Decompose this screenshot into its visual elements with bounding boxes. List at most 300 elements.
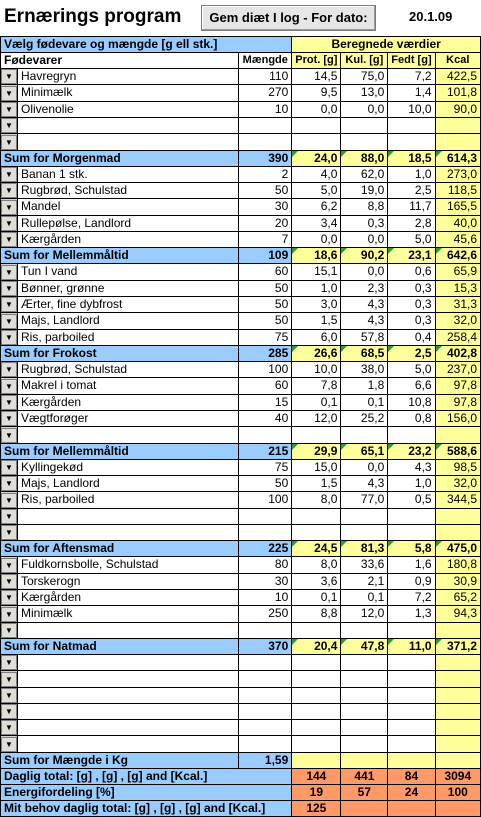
- dropdown-arrow-icon[interactable]: ▼: [1, 216, 17, 231]
- food-amount[interactable]: 40: [239, 410, 292, 426]
- food-fedt: 6,6: [388, 378, 435, 394]
- food-kul: [341, 117, 388, 133]
- food-amount[interactable]: [239, 524, 292, 540]
- food-prot: 15,1: [292, 264, 341, 280]
- food-fedt: [388, 622, 435, 638]
- food-name[interactable]: Fuldkornsbolle, Schulstad: [18, 557, 239, 573]
- food-prot: [292, 134, 341, 150]
- food-kul: 2,3: [341, 280, 388, 296]
- food-dropdown[interactable]: [1, 329, 18, 345]
- food-kul: [341, 671, 388, 687]
- dropdown-arrow-icon[interactable]: ▼: [1, 476, 17, 491]
- meal-sum-kul: 47,8: [341, 638, 388, 654]
- dropdown-arrow-icon[interactable]: ▼: [1, 118, 17, 133]
- dropdown-arrow-icon[interactable]: ▼: [1, 574, 17, 589]
- food-prot: 7,8: [292, 378, 341, 394]
- food-dropdown[interactable]: [1, 606, 18, 622]
- meal-sum-row: [1, 345, 481, 361]
- meal-sum-row: [1, 150, 481, 166]
- food-kul: 4,3: [341, 296, 388, 312]
- dropdown-arrow-icon[interactable]: ▼: [1, 395, 17, 410]
- need-prot[interactable]: 125: [292, 800, 341, 816]
- need-kcal[interactable]: [435, 800, 480, 816]
- food-prot: 6,0: [292, 329, 341, 345]
- food-dropdown[interactable]: [1, 394, 18, 410]
- food-fedt: 0,3: [388, 280, 435, 296]
- food-amount[interactable]: 100: [239, 361, 292, 377]
- food-dropdown[interactable]: [1, 85, 18, 101]
- food-kcal: [435, 671, 480, 687]
- food-dropdown[interactable]: [1, 557, 18, 573]
- dropdown-arrow-icon[interactable]: ▼: [1, 330, 17, 345]
- food-kul: 75,0: [341, 69, 388, 85]
- dropdown-arrow-icon[interactable]: ▼: [1, 265, 17, 280]
- food-amount[interactable]: 10: [239, 101, 292, 117]
- food-name[interactable]: Minimælk: [18, 606, 239, 622]
- food-kcal: [435, 524, 480, 540]
- food-prot: 0,0: [292, 101, 341, 117]
- food-amount[interactable]: [239, 134, 292, 150]
- food-name[interactable]: Kærgården: [18, 589, 239, 605]
- food-kul: 4,3: [341, 313, 388, 329]
- food-fedt: 0,8: [388, 410, 435, 426]
- dropdown-arrow-icon[interactable]: ▼: [1, 525, 17, 540]
- dropdown-arrow-icon[interactable]: ▼: [1, 297, 17, 312]
- kg-sum-label: Sum for Mængde i Kg: [1, 752, 239, 768]
- meal-sum-kcal: 371,2: [435, 638, 480, 654]
- food-fedt: [388, 524, 435, 540]
- food-row: [1, 720, 481, 736]
- food-fedt: 7,2: [388, 69, 435, 85]
- food-fedt: 5,0: [388, 361, 435, 377]
- food-amount[interactable]: 50: [239, 313, 292, 329]
- daily-total-label: Daglig total: [g] , [g] , [g] and [Kcal.]: [1, 768, 292, 784]
- dropdown-arrow-icon[interactable]: ▼: [1, 720, 17, 735]
- food-name[interactable]: [18, 654, 239, 670]
- food-dropdown[interactable]: [1, 671, 18, 687]
- food-row: [1, 231, 481, 247]
- dropdown-arrow-icon[interactable]: ▼: [1, 607, 17, 622]
- meal-sum-fedt: 23,2: [388, 443, 435, 459]
- food-dropdown[interactable]: [1, 654, 18, 670]
- energy-kul: 57: [341, 784, 388, 800]
- food-kul: 2,1: [341, 573, 388, 589]
- col-amount-header: Mængde: [239, 53, 292, 69]
- food-amount[interactable]: 50: [239, 296, 292, 312]
- need-fedt[interactable]: [388, 800, 435, 816]
- food-kul: 8,8: [341, 199, 388, 215]
- food-row: [1, 182, 481, 198]
- food-kcal: 90,0: [435, 101, 480, 117]
- food-name[interactable]: Vægtforøger: [18, 410, 239, 426]
- food-name[interactable]: [18, 703, 239, 719]
- food-fedt: 1,3: [388, 606, 435, 622]
- food-dropdown[interactable]: [1, 459, 18, 475]
- food-fedt: [388, 720, 435, 736]
- energy-kcal: 100: [435, 784, 480, 800]
- food-prot: [292, 508, 341, 524]
- food-kcal: 65,2: [435, 589, 480, 605]
- food-fedt: 0,3: [388, 313, 435, 329]
- food-dropdown[interactable]: [1, 117, 18, 133]
- food-name[interactable]: [18, 622, 239, 638]
- food-dropdown[interactable]: [1, 622, 18, 638]
- meal-sum-prot: 24,5: [292, 541, 341, 557]
- meal-sum-row: [1, 541, 481, 557]
- food-kcal: 32,0: [435, 475, 480, 491]
- food-kul: 0,1: [341, 589, 388, 605]
- food-row: [1, 166, 481, 182]
- food-kcal: 98,5: [435, 459, 480, 475]
- food-dropdown[interactable]: [1, 720, 18, 736]
- food-dropdown[interactable]: [1, 410, 18, 426]
- log-date[interactable]: 20.1.09: [409, 9, 453, 24]
- need-kul[interactable]: [341, 800, 388, 816]
- meal-sum-fedt: 11,0: [388, 638, 435, 654]
- food-name[interactable]: Kærgården: [18, 231, 239, 247]
- food-fedt: [388, 117, 435, 133]
- food-dropdown[interactable]: [1, 296, 18, 312]
- food-name[interactable]: Mandel: [18, 199, 239, 215]
- food-dropdown[interactable]: [1, 231, 18, 247]
- dropdown-arrow-icon[interactable]: ▼: [1, 460, 17, 475]
- food-kul: 77,0: [341, 492, 388, 508]
- food-row: [1, 736, 481, 752]
- dropdown-arrow-icon[interactable]: ▼: [1, 379, 17, 394]
- food-fedt: 0,9: [388, 573, 435, 589]
- save-diet-log-button[interactable]: Gem diæt I log - For dato:: [201, 5, 376, 31]
- food-name[interactable]: [18, 427, 239, 443]
- food-name[interactable]: Banan 1 stk.: [18, 166, 239, 182]
- meal-sum-kul: 68,5: [341, 345, 388, 361]
- col-fedt-header: Fedt [g]: [388, 53, 435, 69]
- food-dropdown[interactable]: [1, 199, 18, 215]
- food-name[interactable]: Ris, parboiled: [18, 329, 239, 345]
- food-dropdown[interactable]: [1, 589, 18, 605]
- food-name[interactable]: Olivenolie: [18, 101, 239, 117]
- food-amount[interactable]: 110: [239, 69, 292, 85]
- food-name[interactable]: Bønner, grønne: [18, 280, 239, 296]
- food-name[interactable]: [18, 671, 239, 687]
- dropdown-arrow-icon[interactable]: ▼: [1, 167, 17, 182]
- dropdown-arrow-icon[interactable]: ▼: [1, 86, 17, 101]
- food-amount[interactable]: 250: [239, 606, 292, 622]
- food-kul: 57,8: [341, 329, 388, 345]
- dropdown-arrow-icon[interactable]: ▼: [1, 558, 17, 573]
- food-fedt: 2,8: [388, 215, 435, 231]
- food-row: [1, 394, 481, 410]
- food-kcal: 97,8: [435, 378, 480, 394]
- food-dropdown[interactable]: [1, 687, 18, 703]
- dropdown-arrow-icon[interactable]: ▼: [1, 200, 17, 215]
- dropdown-arrow-icon[interactable]: ▼: [1, 183, 17, 198]
- meal-sum-fedt: 18,5: [388, 150, 435, 166]
- food-kcal: [435, 736, 480, 752]
- food-amount[interactable]: 75: [239, 459, 292, 475]
- food-dropdown[interactable]: [1, 280, 18, 296]
- food-amount[interactable]: [239, 508, 292, 524]
- food-kul: [341, 427, 388, 443]
- food-name[interactable]: [18, 720, 239, 736]
- food-amount[interactable]: [239, 117, 292, 133]
- food-amount[interactable]: 100: [239, 492, 292, 508]
- meal-sum-kcal: 614,3: [435, 150, 480, 166]
- food-dropdown[interactable]: [1, 427, 18, 443]
- food-kcal: [435, 703, 480, 719]
- meal-sum-label: Sum for Mellemmåltid: [1, 443, 239, 459]
- food-amount[interactable]: [239, 687, 292, 703]
- food-row: [1, 589, 481, 605]
- food-row: [1, 101, 481, 117]
- food-prot: 10,0: [292, 361, 341, 377]
- dropdown-arrow-icon[interactable]: ▼: [1, 232, 17, 247]
- food-kul: 38,0: [341, 361, 388, 377]
- food-fedt: [388, 736, 435, 752]
- food-prot: 0,1: [292, 589, 341, 605]
- meal-sum-amount: 109: [239, 248, 292, 264]
- food-amount[interactable]: 30: [239, 573, 292, 589]
- daily-total-kul: 441: [341, 768, 388, 784]
- food-kcal: 45,6: [435, 231, 480, 247]
- food-row: [1, 459, 481, 475]
- meal-sum-prot: 29,9: [292, 443, 341, 459]
- food-row: [1, 687, 481, 703]
- food-dropdown[interactable]: [1, 508, 18, 524]
- meal-sum-kul: 65,1: [341, 443, 388, 459]
- food-row: [1, 134, 481, 150]
- food-prot: 0,1: [292, 394, 341, 410]
- food-name[interactable]: Minimælk: [18, 85, 239, 101]
- food-dropdown[interactable]: [1, 361, 18, 377]
- food-kul: 0,3: [341, 215, 388, 231]
- food-amount[interactable]: [239, 671, 292, 687]
- food-dropdown[interactable]: [1, 736, 18, 752]
- food-prot: 14,5: [292, 69, 341, 85]
- food-dropdown[interactable]: [1, 69, 18, 85]
- food-name[interactable]: Ris, parboiled: [18, 492, 239, 508]
- food-name[interactable]: Majs, Landlord: [18, 475, 239, 491]
- food-amount[interactable]: 80: [239, 557, 292, 573]
- food-row: [1, 557, 481, 573]
- food-kul: 4,3: [341, 475, 388, 491]
- food-row: [1, 671, 481, 687]
- dropdown-arrow-icon[interactable]: ▼: [1, 362, 17, 377]
- food-kcal: 422,5: [435, 69, 480, 85]
- food-dropdown[interactable]: [1, 101, 18, 117]
- meal-sum-kul: 81,3: [341, 541, 388, 557]
- food-amount[interactable]: 75: [239, 329, 292, 345]
- food-dropdown[interactable]: [1, 524, 18, 540]
- meal-sum-kcal: 588,6: [435, 443, 480, 459]
- food-prot: 8,8: [292, 606, 341, 622]
- dropdown-arrow-icon[interactable]: ▼: [1, 737, 17, 752]
- food-row: [1, 199, 481, 215]
- food-amount[interactable]: 50: [239, 475, 292, 491]
- dropdown-arrow-icon[interactable]: ▼: [1, 135, 17, 150]
- food-name[interactable]: Makrel i tomat: [18, 378, 239, 394]
- food-amount[interactable]: [239, 654, 292, 670]
- food-prot: 1,5: [292, 475, 341, 491]
- daily-total-fedt: 84: [388, 768, 435, 784]
- food-name[interactable]: Kyllingekød: [18, 459, 239, 475]
- food-amount[interactable]: [239, 427, 292, 443]
- food-amount[interactable]: 30: [239, 199, 292, 215]
- food-name[interactable]: [18, 524, 239, 540]
- meal-sum-label: Sum for Natmad: [1, 638, 239, 654]
- dropdown-arrow-icon[interactable]: ▼: [1, 314, 17, 329]
- food-fedt: [388, 427, 435, 443]
- computed-values-header: Beregnede værdier: [292, 37, 481, 53]
- food-name[interactable]: Kærgården: [18, 394, 239, 410]
- dropdown-arrow-icon[interactable]: ▼: [1, 655, 17, 670]
- food-dropdown[interactable]: [1, 215, 18, 231]
- food-name[interactable]: Majs, Landlord: [18, 313, 239, 329]
- food-kul: [341, 720, 388, 736]
- food-dropdown[interactable]: [1, 166, 18, 182]
- dropdown-arrow-icon[interactable]: ▼: [1, 69, 17, 84]
- meal-sum-amount: 225: [239, 541, 292, 557]
- meal-sum-label: Sum for Mellemmåltid: [1, 248, 239, 264]
- food-name[interactable]: [18, 134, 239, 150]
- food-name[interactable]: Torskerogn: [18, 573, 239, 589]
- dropdown-arrow-icon[interactable]: ▼: [1, 281, 17, 296]
- food-row: [1, 524, 481, 540]
- food-dropdown[interactable]: [1, 475, 18, 491]
- food-row: [1, 410, 481, 426]
- food-kul: 0,1: [341, 394, 388, 410]
- food-fedt: 7,2: [388, 589, 435, 605]
- food-amount[interactable]: 20: [239, 215, 292, 231]
- food-kcal: 31,3: [435, 296, 480, 312]
- food-kul: 0,0: [341, 231, 388, 247]
- food-name[interactable]: Rullepølse, Landlord: [18, 215, 239, 231]
- food-prot: [292, 736, 341, 752]
- dropdown-arrow-icon[interactable]: ▼: [1, 493, 17, 508]
- food-row: [1, 85, 481, 101]
- food-fedt: 0,5: [388, 492, 435, 508]
- food-name[interactable]: Tun I vand: [18, 264, 239, 280]
- food-name[interactable]: Rugbrød, Schulstad: [18, 182, 239, 198]
- food-kcal: 344,5: [435, 492, 480, 508]
- food-prot: 3,6: [292, 573, 341, 589]
- meal-sum-prot: 26,6: [292, 345, 341, 361]
- food-row: [1, 280, 481, 296]
- food-amount[interactable]: [239, 736, 292, 752]
- food-row: [1, 622, 481, 638]
- food-amount[interactable]: 7: [239, 231, 292, 247]
- food-kcal: 101,8: [435, 85, 480, 101]
- food-kul: [341, 622, 388, 638]
- food-kcal: 40,0: [435, 215, 480, 231]
- food-dropdown[interactable]: [1, 182, 18, 198]
- dropdown-arrow-icon[interactable]: ▼: [1, 411, 17, 426]
- dropdown-arrow-icon[interactable]: ▼: [1, 509, 17, 524]
- food-name[interactable]: Ærter, fine dybfrost: [18, 296, 239, 312]
- food-amount[interactable]: 50: [239, 182, 292, 198]
- food-dropdown[interactable]: [1, 313, 18, 329]
- meal-sum-amount: 390: [239, 150, 292, 166]
- food-amount[interactable]: 15: [239, 394, 292, 410]
- food-kul: 19,0: [341, 182, 388, 198]
- food-kul: 0,0: [341, 459, 388, 475]
- food-prot: [292, 720, 341, 736]
- food-dropdown[interactable]: [1, 492, 18, 508]
- food-dropdown[interactable]: [1, 573, 18, 589]
- top-bar: [0, 0, 481, 36]
- dropdown-arrow-icon[interactable]: ▼: [1, 102, 17, 117]
- meal-sum-row: [1, 638, 481, 654]
- food-kcal: 30,9: [435, 573, 480, 589]
- food-prot: [292, 654, 341, 670]
- food-amount[interactable]: 2: [239, 166, 292, 182]
- dropdown-arrow-icon[interactable]: ▼: [1, 672, 17, 687]
- food-amount[interactable]: 60: [239, 378, 292, 394]
- food-prot: 1,5: [292, 313, 341, 329]
- col-kcal-header: Kcal: [435, 53, 480, 69]
- food-row: [1, 427, 481, 443]
- food-amount[interactable]: [239, 622, 292, 638]
- dropdown-arrow-icon[interactable]: ▼: [1, 590, 17, 605]
- meal-sum-kcal: 402,8: [435, 345, 480, 361]
- food-fedt: 1,0: [388, 166, 435, 182]
- food-name[interactable]: Havregryn: [18, 69, 239, 85]
- food-kul: 33,6: [341, 557, 388, 573]
- food-name[interactable]: [18, 736, 239, 752]
- food-dropdown[interactable]: [1, 134, 18, 150]
- meal-sum-label: Sum for Frokost: [1, 345, 239, 361]
- food-kcal: 94,3: [435, 606, 480, 622]
- food-amount[interactable]: 10: [239, 589, 292, 605]
- food-amount[interactable]: [239, 703, 292, 719]
- dropdown-arrow-icon[interactable]: ▼: [1, 623, 17, 638]
- food-name[interactable]: [18, 508, 239, 524]
- food-kcal: 237,0: [435, 361, 480, 377]
- food-row: [1, 508, 481, 524]
- meal-sum-amount: 285: [239, 345, 292, 361]
- food-amount[interactable]: [239, 720, 292, 736]
- food-amount[interactable]: 270: [239, 85, 292, 101]
- food-fedt: 1,4: [388, 85, 435, 101]
- dropdown-arrow-icon[interactable]: ▼: [1, 704, 17, 719]
- food-kcal: 118,5: [435, 182, 480, 198]
- food-kul: 0,0: [341, 101, 388, 117]
- food-name[interactable]: [18, 687, 239, 703]
- food-kcal: 273,0: [435, 166, 480, 182]
- meal-sum-label: Sum for Morgenmad: [1, 150, 239, 166]
- food-prot: 4,0: [292, 166, 341, 182]
- food-name[interactable]: Rugbrød, Schulstad: [18, 361, 239, 377]
- food-kul: [341, 703, 388, 719]
- dropdown-arrow-icon[interactable]: ▼: [1, 428, 17, 443]
- food-row: [1, 329, 481, 345]
- food-fedt: 2,5: [388, 182, 435, 198]
- food-amount[interactable]: 60: [239, 264, 292, 280]
- food-dropdown[interactable]: [1, 264, 18, 280]
- food-dropdown[interactable]: [1, 703, 18, 719]
- food-kul: 1,8: [341, 378, 388, 394]
- food-name[interactable]: [18, 117, 239, 133]
- food-dropdown[interactable]: [1, 378, 18, 394]
- meal-sum-fedt: 5,8: [388, 541, 435, 557]
- food-fedt: 0,3: [388, 296, 435, 312]
- food-amount[interactable]: 50: [239, 280, 292, 296]
- food-prot: 9,5: [292, 85, 341, 101]
- food-kcal: 32,0: [435, 313, 480, 329]
- food-row: [1, 117, 481, 133]
- meal-sum-prot: 20,4: [292, 638, 341, 654]
- food-prot: 15,0: [292, 459, 341, 475]
- dropdown-arrow-icon[interactable]: ▼: [1, 688, 17, 703]
